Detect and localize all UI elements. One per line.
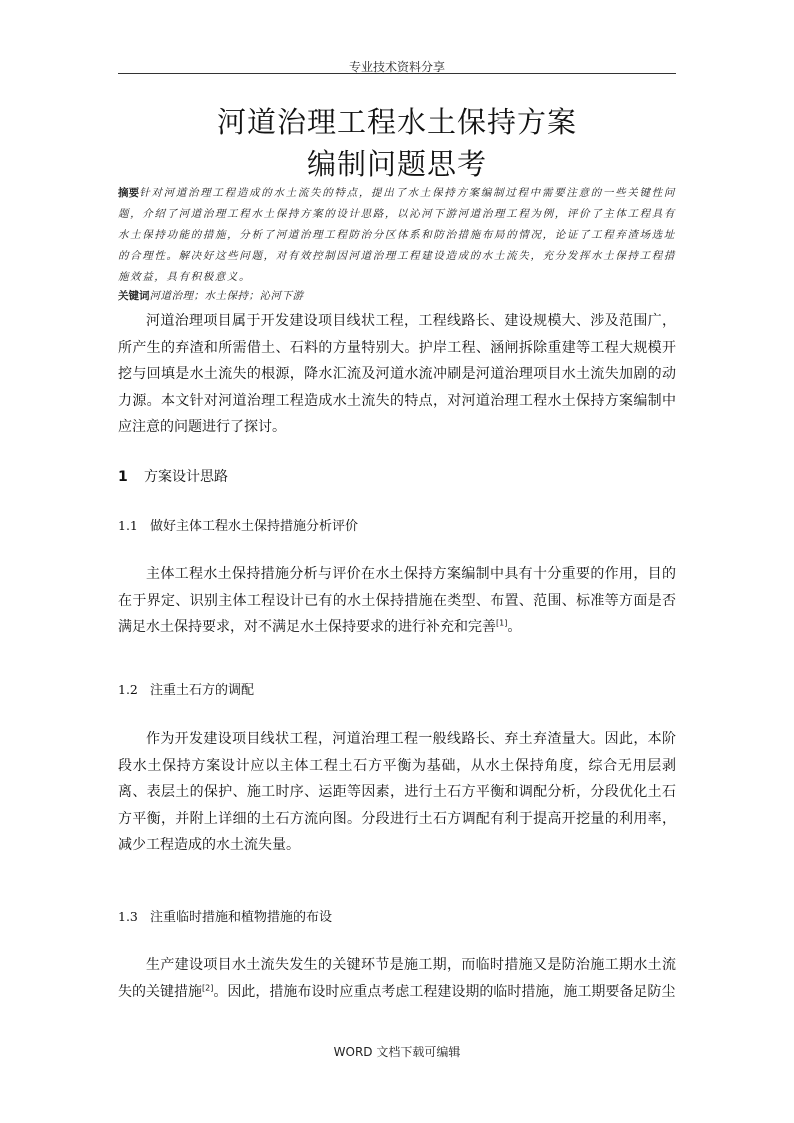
subsection-title: 注重临时措施和植物措施的布设 — [150, 910, 333, 925]
document-title-line2: 编制问题思考 — [306, 147, 487, 181]
paragraph-1-3 — [118, 952, 676, 1005]
subsection-number: 1.2 — [118, 682, 138, 697]
subsection-number: 1.1 — [118, 518, 138, 533]
paragraph-tail: 。 — [507, 619, 522, 635]
header-divider — [118, 73, 676, 74]
abstract-label: 摘要 — [118, 187, 140, 199]
intro-paragraph: 河道治理项目属于开发建设项目线状工程，工程线路长、建设规模大、涉及范围广，所产生的弃渣和所需借土、石料的方量特别大。护岸工程、涵闸拆除重建等工程大规模开挖与回填是水土流失的根源，降水汇流及河道水流冲刷是河道治理项目水土流失加剧的动力源。本文针对河道治理工程造成水土流失的特点，对河道治理工程水土保持方案编制中应注意的问题进行了探讨。 — [118, 313, 676, 435]
citation-ref: [1] — [496, 618, 508, 628]
paragraph-text: 生产建设项目水土流失发生的关键环节是施工期，而临时措施又是防治施工期水土流失的关键措施 — [118, 957, 676, 1000]
paragraph-text: 主体工程水土保持措施分析与评价在水土保持方案编制中具有十分重要的作用，目的在于界定、识别主体工程设计已有的水土保持措施在类型、布置、范围、标准等方面是否满足水土保持要求，对不满足水土保持要求的进行补充和完善 — [118, 566, 676, 635]
subsection-heading-1-2 — [118, 679, 254, 698]
keywords-text: 河道治理；水土保持；沁河下游 — [149, 290, 304, 302]
section-number: 1 — [118, 469, 128, 485]
paragraph-1-2: 作为开发建设项目线状工程，河道治理工程一般线路长、弃土弃渣量大。因此，本阶段水土保持方案设计应以主体工程土石方平衡为基础，从水土保持角度，综合无用层剥离、表层土的保护、施工时序、运距等因素，进行土石方平衡和调配分析，分段优化土石方平衡，并附上详细的土石方流向图。分段进行土石方调配有利于提高开挖量的利用率，减少工程造成的水土流失量。 — [118, 731, 676, 853]
abstract — [118, 183, 676, 288]
section-title: 方案设计思路 — [144, 469, 228, 485]
document-title-line1: 河道治理工程水土保持方案 — [216, 105, 577, 139]
subsection-heading-1-3 — [118, 906, 332, 925]
citation-ref: [2] — [202, 982, 214, 992]
page-header: 专业技术资料分享 — [348, 60, 445, 74]
paragraph-1-1 — [118, 561, 676, 641]
keywords — [118, 288, 676, 304]
subsection-number: 1.3 — [118, 909, 138, 924]
page-footer: WORD 文档下载可编辑 — [333, 1045, 461, 1059]
subsection-title: 注重土石方的调配 — [150, 683, 255, 698]
subsection-heading-1-1 — [118, 515, 358, 534]
paragraph-text-continued: 。因此，措施布设时应重点考虑工程建设期的临时措施，施工期要备足防尘 — [213, 983, 676, 1000]
keywords-label: 关键词 — [118, 290, 150, 302]
subsection-title: 做好主体工程水土保持措施分析评价 — [150, 519, 359, 534]
abstract-text: 针对河道治理工程造成的水土流失的特点，提出了水土保持方案编制过程中需要注意的一些关键性问题，介绍了河道治理工程水土保持方案的设计思路，以沁河下游河道治理工程为例，评价了主体工程具有水土保持功能的措施，分析了河道治理工程防治分区体系和防治措施布局的情况，论证了工程弃渣场选址的合理性。解决好这些问题，对有效控制因河道治理工程建设造成的水土流失，充分发挥水土保持工程措施效益，具有积极意义。 — [118, 187, 677, 283]
section-heading-1 — [118, 466, 228, 486]
